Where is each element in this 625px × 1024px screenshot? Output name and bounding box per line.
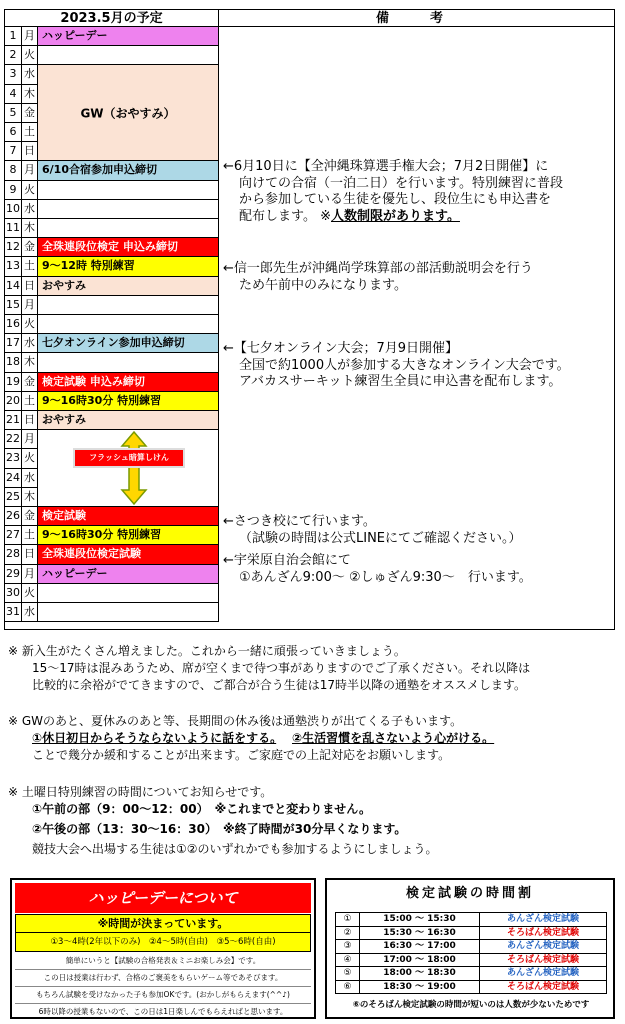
day-event — [38, 353, 219, 371]
weekday: 水 — [22, 469, 38, 487]
weekday: 水 — [22, 200, 38, 218]
day-event: 検定試験 申込み締切 — [38, 373, 219, 391]
exam-timetable-row — [336, 980, 607, 994]
day-row — [5, 392, 219, 411]
day-row — [5, 200, 219, 219]
weekday: 木 — [22, 488, 38, 506]
weekday: 火 — [22, 315, 38, 333]
day-event: 9～12時 特別練習 — [38, 257, 219, 275]
exam-timetable-footnote: ⑥のそろばん検定試験の時間が短いのは人数が少ないためです — [352, 1000, 590, 1010]
day-row — [5, 296, 219, 315]
day-number: 20 — [5, 392, 22, 410]
day-row — [5, 46, 219, 65]
weekday: 月 — [22, 296, 38, 314]
day-number: 15 — [5, 296, 22, 314]
day-number: 18 — [5, 353, 22, 371]
day-event: 6/10合宿参加申込締切 — [38, 161, 219, 179]
day-event — [38, 200, 219, 218]
weekday: 土 — [22, 257, 38, 275]
slot-number: ③ — [336, 940, 360, 954]
day-number: 29 — [5, 565, 22, 583]
day-number: 2 — [5, 46, 22, 64]
weekday: 金 — [22, 507, 38, 525]
day-number: 1 — [5, 27, 22, 45]
slot-time: 15:00 ～ 15:30 — [360, 913, 480, 927]
exam-timetable-row — [336, 926, 607, 940]
day-event — [38, 584, 219, 602]
day-number: 14 — [5, 277, 22, 295]
flash-label: フラッシュ暗算しけん — [73, 448, 185, 468]
weekday: 木 — [22, 219, 38, 237]
slot-time: 16:30 ～ 17:00 — [360, 940, 480, 954]
day-number: 9 — [5, 181, 22, 199]
day-row — [5, 603, 219, 622]
schedule-table — [4, 9, 615, 630]
day-number: 25 — [5, 488, 22, 506]
weekday: 土 — [22, 392, 38, 410]
note-day13: ←信一郎先生が沖縄尚学珠算部の部活動説明会を行う ため午前中のみになります。 — [223, 261, 533, 293]
day-event: 検定試験 — [38, 507, 219, 525]
slot-time: 15:30 ～ 16:30 — [360, 926, 480, 940]
slot-time: 17:00 ～ 18:00 — [360, 953, 480, 967]
day-row — [5, 334, 219, 353]
exam-timetable — [335, 912, 607, 994]
day-event: 七夕オンライン参加申込締切 — [38, 334, 219, 352]
day-row — [5, 373, 219, 392]
day-event: おやすみ — [38, 411, 219, 429]
day-number: 8 — [5, 161, 22, 179]
day-event: ハッピーデー — [38, 27, 219, 45]
happy-day-description: 簡単にいうと【試験の合格発表＆ミニお楽しみ会】です。 この日は授業は行わず、合格のご褒美をもらいゲーム等であそびます。 もちろん試験を受けなかった子も参加OKです。(おかしがもらえます(^^♪) 6時以降の授業もないので、この日は1日楽しんでもらえればと思います。 — [15, 953, 311, 1020]
slot-exam-type: そろばん検定試験 — [480, 953, 607, 967]
day-event: おやすみ — [38, 277, 219, 295]
day-row — [5, 219, 219, 238]
day-number: 12 — [5, 238, 22, 256]
day-row — [5, 526, 219, 545]
exam-timetable-row — [336, 913, 607, 927]
day-row — [5, 181, 219, 200]
slot-exam-type: あんざん検定試験 — [480, 913, 607, 927]
weekday: 木 — [22, 85, 38, 103]
slot-exam-type: そろばん検定試験 — [480, 980, 607, 994]
day-event: 全珠連段位検定試験 — [38, 545, 219, 563]
weekday: 月 — [22, 27, 38, 45]
day-event: 全珠連段位検定 申込み締切 — [38, 238, 219, 256]
slot-number: ⑥ — [336, 980, 360, 994]
gw-cell — [38, 65, 219, 161]
day-number: 7 — [5, 142, 22, 160]
day-number: 10 — [5, 200, 22, 218]
weekday: 日 — [22, 545, 38, 563]
slot-time: 18:30 ～ 19:00 — [360, 980, 480, 994]
weekday: 金 — [22, 104, 38, 122]
weekday: 金 — [22, 373, 38, 391]
slot-exam-type: そろばん検定試験 — [480, 926, 607, 940]
day-number: 16 — [5, 315, 22, 333]
day-row — [5, 565, 219, 584]
day-number: 26 — [5, 507, 22, 525]
day-event — [38, 181, 219, 199]
day-row — [5, 545, 219, 564]
notice-saturday-practice: ※ 土曜日特別練習の時間についてお知らせです。 ①午前の部（9：00～12：00） ※これまでと変わりません。 ②午後の部（13：30～16：30） ※終了時間が30分早くなります。 競技大会へ出場する生徒は①②のいずれかでも参加するようにしましょう。 — [8, 785, 438, 856]
day-number: 6 — [5, 123, 22, 141]
day-event: 9～16時30分 特別練習 — [38, 526, 219, 544]
weekday: 水 — [22, 65, 38, 83]
day-number: 24 — [5, 469, 22, 487]
day-number: 27 — [5, 526, 22, 544]
day-number: 31 — [5, 603, 22, 621]
slot-exam-type: あんざん検定試験 — [480, 940, 607, 954]
exam-timetable-title: 検定試験の時間割 — [405, 886, 534, 901]
day-number: 17 — [5, 334, 22, 352]
day-row — [5, 411, 219, 430]
weekday: 月 — [22, 565, 38, 583]
day-event — [38, 603, 219, 621]
weekday: 水 — [22, 603, 38, 621]
day-number: 22 — [5, 430, 22, 448]
note-day28: ←宇栄原自治会館にて ①あんざん9:00～ ②しゅざん9:30～ 行います。 — [223, 553, 532, 585]
day-number: 28 — [5, 545, 22, 563]
slot-number: ⑤ — [336, 967, 360, 981]
double-arrow-icon — [114, 430, 154, 506]
weekday: 日 — [22, 277, 38, 295]
weekday: 火 — [22, 46, 38, 64]
weekday: 日 — [22, 142, 38, 160]
day-number: 23 — [5, 449, 22, 467]
exam-timetable-row — [336, 967, 607, 981]
slot-number: ④ — [336, 953, 360, 967]
happy-day-times: ①3～4時(2年以下のみ) ②4～5時(自由) ③5～6時(自由) — [16, 932, 310, 951]
happy-day-subtitle: ※時間が決まっています。 — [97, 917, 229, 930]
note-day17: ←【七夕オンライン大会；7月9日開催】 全国で約1000人が参加する大きなオンライン大会です。 アバカスサーキット練習生全員に申込書を配布します。 — [223, 341, 570, 389]
weekday: 月 — [22, 430, 38, 448]
day-event: ハッピーデー — [38, 565, 219, 583]
day-row — [5, 257, 219, 276]
day-number: 5 — [5, 104, 22, 122]
weekday: 土 — [22, 526, 38, 544]
weekday: 日 — [22, 411, 38, 429]
remarks-header: 備 考 — [219, 10, 614, 27]
day-event — [38, 296, 219, 314]
notice-after-holidays: ※ GWのあと、夏休みのあと等、長期間の休み後は通塾渋りが出てくる子もいます。 ①休日初日からそうならないように話をする。 ②生活習慣を乱さないよう心がける。 ことで幾分か緩和することが出来ます。ご家庭での上記対応をお願いします。 — [8, 714, 495, 762]
day-event — [38, 46, 219, 64]
day-row — [5, 27, 219, 46]
weekday: 水 — [22, 334, 38, 352]
slot-number: ① — [336, 913, 360, 927]
flash-cell — [38, 430, 219, 507]
day-event: 9～16時30分 特別練習 — [38, 392, 219, 410]
weekday: 土 — [22, 123, 38, 141]
day-row — [5, 507, 219, 526]
happy-day-box — [10, 878, 316, 1019]
gw-label: GW（おやすみ） — [80, 106, 176, 121]
day-row — [5, 238, 219, 257]
notice-new-students: ※ 新入生がたくさん増えました。これから一緒に頑張っていきましょう。 15～17時は混みあうため、席が空くまで待つ事がありますのでご了承ください。それ以降は 比較的に余裕がでてきますので、ご都合が合う生徒は17時半以降の通塾をオススメします。 — [8, 644, 531, 692]
schedule-title: 2023.5月の予定 — [5, 10, 219, 27]
day-row — [5, 277, 219, 296]
day-event — [38, 315, 219, 333]
day-number: 30 — [5, 584, 22, 602]
day-row — [5, 353, 219, 372]
weekday: 火 — [22, 449, 38, 467]
day-number: 21 — [5, 411, 22, 429]
happy-day-times-panel — [15, 914, 311, 952]
exam-timetable-row — [336, 953, 607, 967]
happy-day-title: ハッピーデーについて — [15, 883, 311, 913]
day-row — [5, 161, 219, 180]
weekday: 月 — [22, 161, 38, 179]
day-row — [5, 584, 219, 603]
slot-exam-type: あんざん検定試験 — [480, 967, 607, 981]
day-number: 11 — [5, 219, 22, 237]
note-day8: ←6月10日に【全沖縄珠算選手権大会；7月2日開催】に 向けての合宿（一泊二日）を行います。特別練習に普段 から参加している生徒を優先し、段位生にも申込書を 配布します。 ※人数制限があります。 — [223, 159, 563, 224]
day-number: 13 — [5, 257, 22, 275]
day-row — [5, 315, 219, 334]
slot-number: ② — [336, 926, 360, 940]
day-number: 19 — [5, 373, 22, 391]
weekday: 火 — [22, 181, 38, 199]
exam-timetable-box — [325, 878, 615, 1019]
weekday: 金 — [22, 238, 38, 256]
day-event — [38, 219, 219, 237]
slot-time: 18:00 ～ 18:30 — [360, 967, 480, 981]
weekday: 火 — [22, 584, 38, 602]
weekday: 木 — [22, 353, 38, 371]
exam-timetable-row — [336, 940, 607, 954]
day-number: 3 — [5, 65, 22, 83]
day-number: 4 — [5, 85, 22, 103]
note-day26: ←さつき校にて行います。 （試験の時間は公式LINEにてご確認ください。） — [223, 514, 522, 546]
